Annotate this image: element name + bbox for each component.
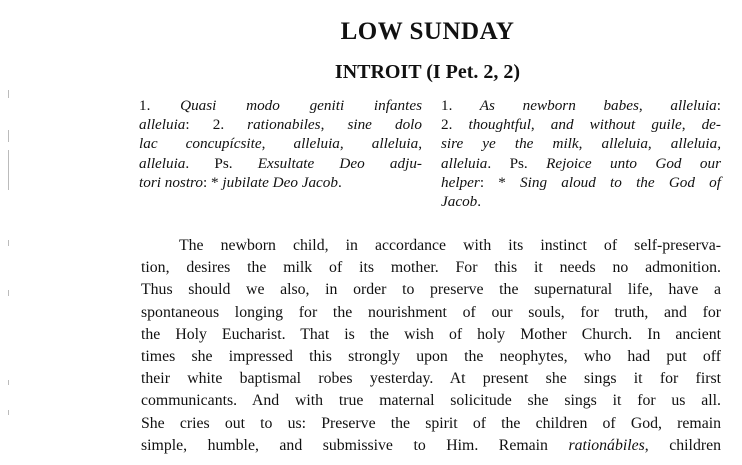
body-line: communicants. And with true maternal solicitude she sings it for us all.: [141, 392, 721, 410]
english-line: helper: * Sing aloud to the God of: [441, 173, 721, 191]
body-line: tion, desires the milk of its mother. For this it needs no admonition.: [141, 259, 721, 277]
latin-line: alleluia. Ps. Exsultate Deo adju-: [139, 154, 422, 172]
body-line: The newborn child, in accordance with its instinct of self-preserva-: [179, 237, 721, 254]
english-line: sire ye the milk, alleluia, alleluia,: [441, 135, 721, 153]
english-column: [441, 96, 721, 211]
english-line: 1. As newborn babes, alleluia:: [441, 97, 721, 114]
commentary-paragraph: [141, 235, 721, 457]
latin-line: lac concupícsite, alleluia, alleluia,: [139, 135, 422, 153]
latin-line: alleluia: 2. rationabiles, sine dolo: [139, 116, 422, 134]
page-title: LOW SUNDAY: [340, 18, 515, 45]
body-line-last: [141, 435, 721, 457]
latin-line: tori nostro: * jubilate Deo Jacob.: [139, 173, 342, 191]
latin-line: 1. Quasi modo geniti infantes: [139, 97, 422, 114]
english-line: Jacob.: [441, 193, 482, 211]
latin-word: rationábiles: [568, 436, 645, 454]
body-line-tail: , children: [644, 436, 722, 454]
body-line: the Holy Eucharist. That is the wish of holy Mother Church. In ancient: [141, 325, 721, 343]
english-line: alleluia. Ps. Rejoice unto God our: [441, 154, 721, 172]
latin-column: [139, 96, 422, 192]
body-line: spontaneous longing for the nourishment of our souls, for truth, and for: [141, 303, 721, 321]
margin-scan-marks: [8, 90, 14, 430]
scripture-reference: (I Pet. 2, 2): [426, 61, 521, 83]
english-line: 2. thoughtful, and without guile, de-: [441, 116, 721, 134]
section-heading: [0, 61, 742, 84]
body-line: their white baptismal robes yesterday. At present she sings it for first: [141, 370, 721, 388]
body-line: Thus should we also, in order to preserve the supernatural life, have a: [141, 281, 721, 299]
section-name: INTROIT: [334, 61, 422, 83]
body-line: She cries out to us: Preserve the spirit of the children of God, remain: [141, 414, 721, 432]
body-line: times she impressed this strongly upon the neophytes, who had put off: [141, 348, 721, 366]
body-line-text: simple, humble, and submissive to Him. Remain: [141, 436, 548, 454]
